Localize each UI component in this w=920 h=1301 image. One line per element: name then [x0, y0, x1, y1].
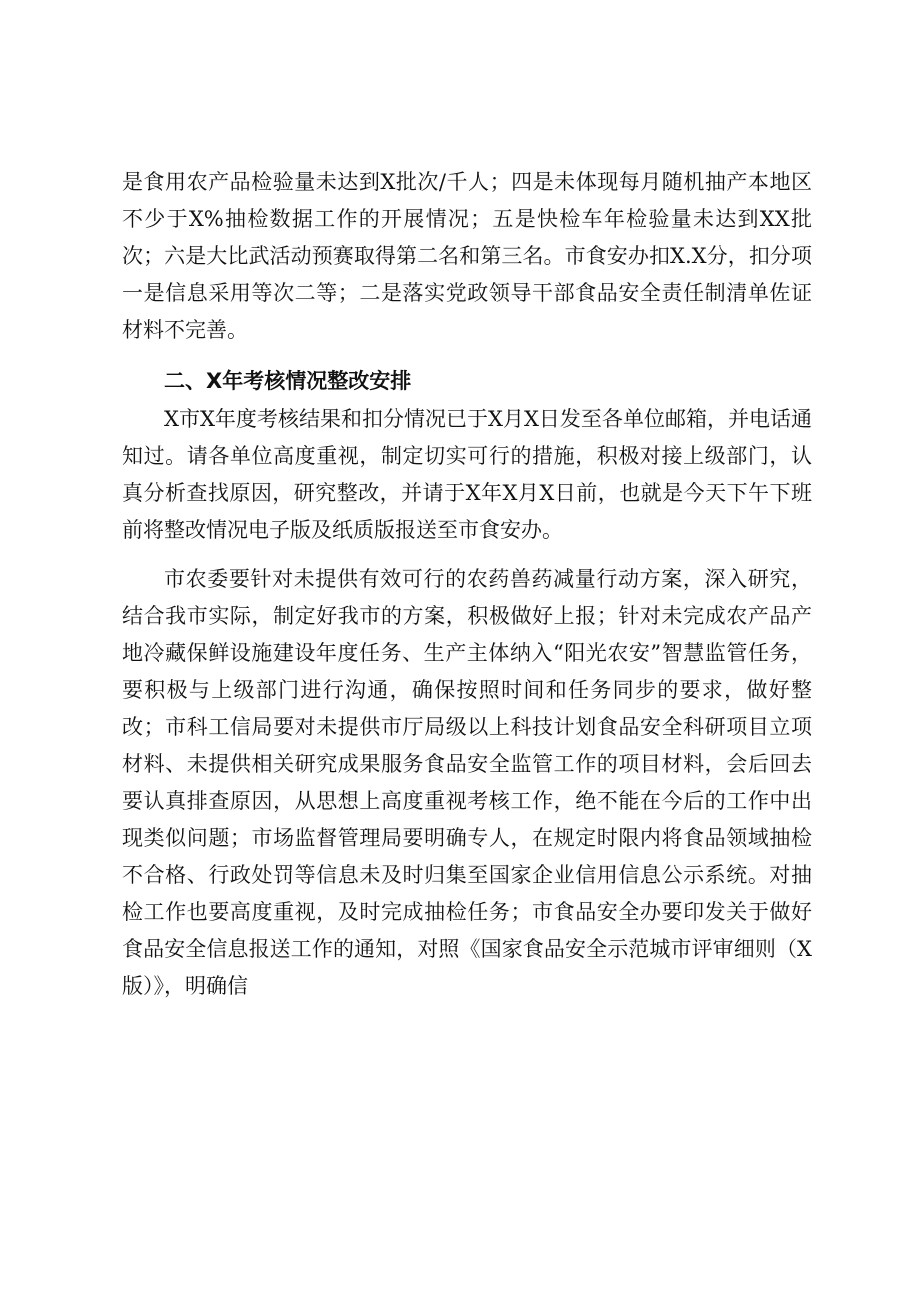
section-heading: 二、X年考核情况整改安排 [164, 369, 412, 393]
paragraph-deductions: 是食用农产品检验量未达到X批次/千人；四是未体现每月随机抽产本地区不少于X%抽检数据工作的开展情况；五是快检车年检验量未达到XX批次；六是大比武活动预赛取得第二名和第三名。市食安办扣X.X分，扣分项一是信息采用等次二等；二是落实党政领导干部食品安全责任制清单佐证材料不完善。 [122, 170, 812, 342]
spacer [122, 349, 812, 361]
spacer [122, 549, 812, 561]
paragraph-notice: X市X年度考核结果和扣分情况已于X月X日发至各单位邮箱，并电话通知过。请各单位高度重视，制定切实可行的措施，积极对接上级部门，认真分析查找原因，研究整改，并请于X年X月X日前，也就是今天下午下班前将整改情况电子版及纸质版报送至市食安办。 [122, 407, 812, 542]
paragraph-rectification: 市农委要针对未提供有效可行的农药兽药减量行动方案，深入研究，结合我市实际，制定好我市的方案，积极做好上报；针对未完成农产品产地冷藏保鲜设施建设年度任务、生产主体纳入“阳光农安”智慧监管任务，要积极与上级部门进行沟通，确保按照时间和任务同步的要求，做好整改；市科工信局要对未提供市厅局级以上科技计划食品安全科研项目立项材料、未提供相关研究成果服务食品安全监管工作的项目材料，会后回去要认真排查原因，从思想上高度重视考核工作，绝不能在今后的工作中出现类似问题；市场监督管理局要明确专人，在规定时限内将食品领域抽检不合格、行政处罚等信息未及时归集至国家企业信用信息公示系统。对抽检工作也要高度重视，及时完成抽检任务；市食品安全办要印发关于做好食品安全信息报送工作的通知，对照《国家食品安全示范城市评审细则（X版）》，明确信 [122, 567, 812, 998]
document-body [122, 164, 812, 1005]
